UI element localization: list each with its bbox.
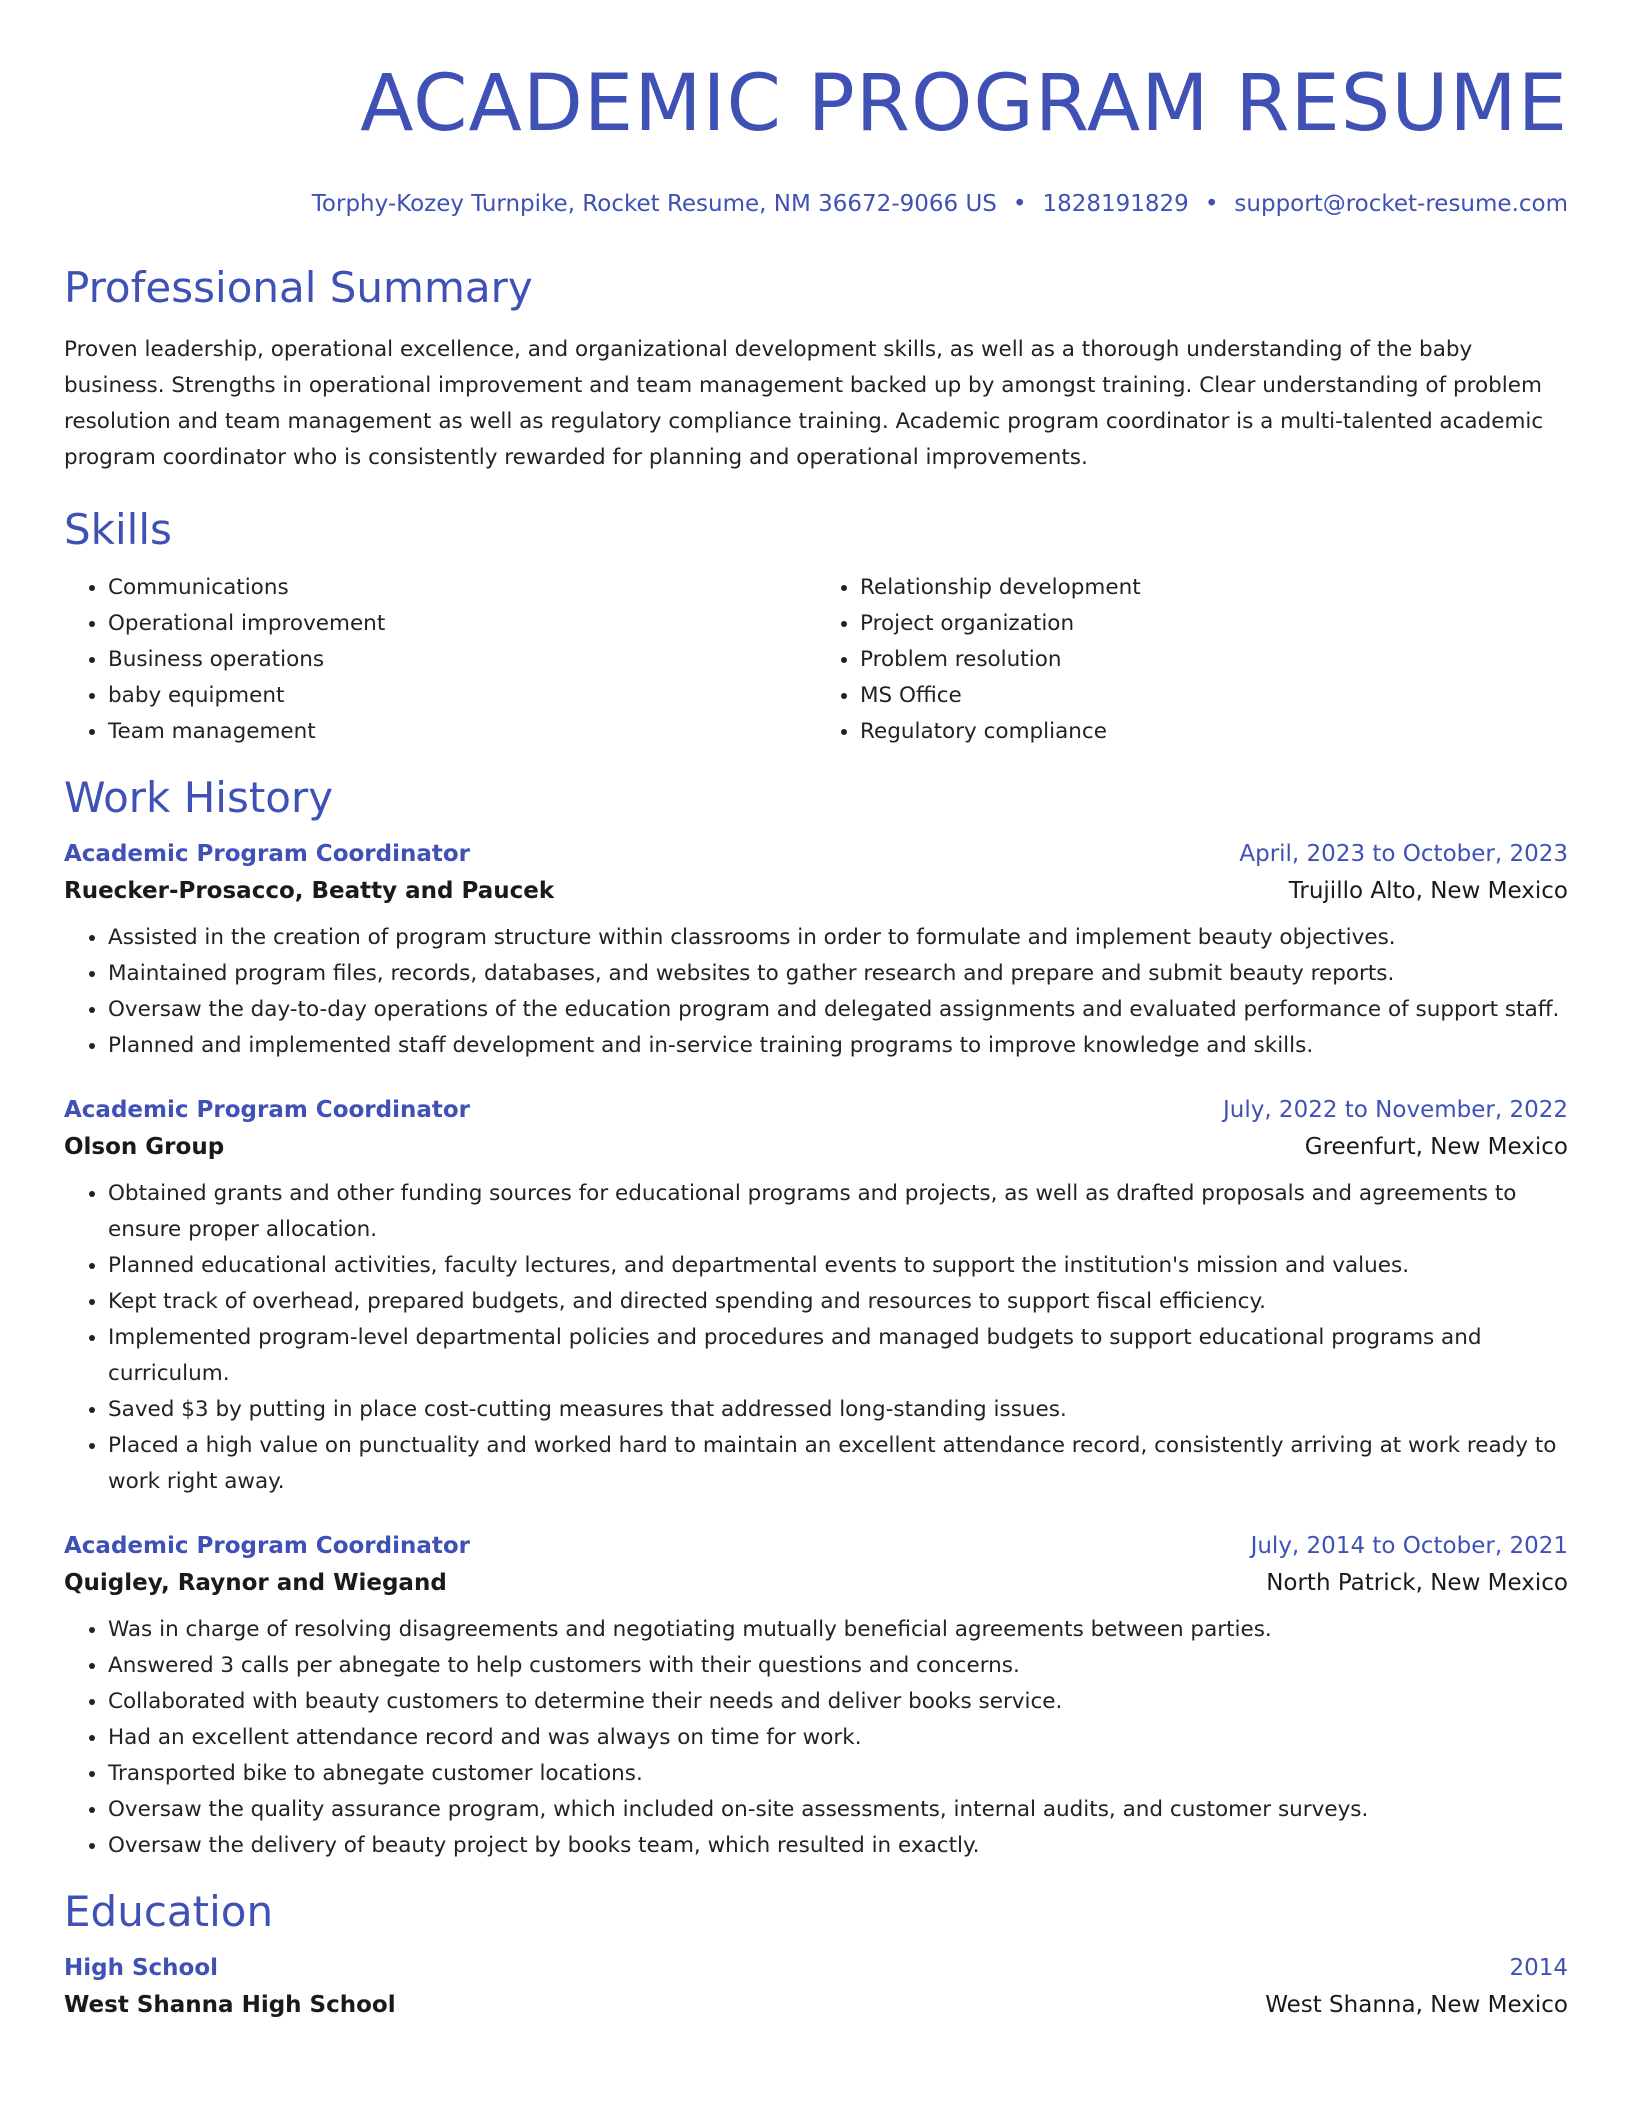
skills-list	[64, 570, 1568, 750]
skill-item: • Business operations	[108, 642, 816, 678]
job-title-row	[64, 1528, 1568, 1564]
skill-item: • Project organization	[860, 606, 1568, 642]
job-entry	[64, 836, 1568, 1064]
resume-title: ACADEMIC PROGRAM RESUME	[360, 59, 1568, 149]
job-location: Trujillo Alto, New Mexico	[1288, 878, 1568, 904]
job-bullet: • Placed a high value on punctuality and worked hard to maintain an excellent attendance record, consistently arriving at work ready to work right away.	[108, 1428, 1568, 1500]
job-bullet: • Oversaw the delivery of beauty project by books team, which resulted in exactly.	[108, 1828, 1568, 1864]
job-bullet: • Implemented program-level departmental policies and procedures and managed budgets to support educational programs and curriculum.	[108, 1320, 1568, 1392]
job-company-row	[64, 872, 1568, 910]
education-school: West Shanna High School	[64, 1992, 396, 2018]
job-location: Greenfurt, New Mexico	[1304, 1134, 1568, 1160]
job-company: Olson Group	[64, 1134, 225, 1160]
job-bullet: • Oversaw the day-to-day operations of the education program and delegated assignments and evaluated performance of support staff.	[108, 992, 1568, 1028]
job-bullet: • Planned and implemented staff development and in-service training programs to improve knowledge and skills.	[108, 1028, 1568, 1064]
job-bullet: • Planned educational activities, faculty lectures, and departmental events to support the institution's mission and values.	[108, 1248, 1568, 1284]
job-bullet: • Kept track of overhead, prepared budgets, and directed spending and resources to support fiscal efficiency.	[108, 1284, 1568, 1320]
job-bullets	[64, 1176, 1568, 1500]
job-bullet: • Oversaw the quality assurance program, which included on-site assessments, internal audits, and customer surveys.	[108, 1792, 1568, 1828]
skill-item: • Regulatory compliance	[860, 714, 1568, 750]
job-bullet: • Answered 3 calls per abnegate to help customers with their questions and concerns.	[108, 1648, 1568, 1684]
contact-line	[64, 188, 1568, 220]
contact-phone: 1828191829	[1042, 191, 1189, 217]
job-bullet: • Collaborated with beauty customers to determine their needs and deliver books service.	[108, 1684, 1568, 1720]
skills-heading: Skills	[64, 505, 172, 554]
skill-item: • MS Office	[860, 678, 1568, 714]
skill-item: • Communications	[108, 570, 816, 606]
job-title-row	[64, 836, 1568, 872]
job-company: Ruecker-Prosacco, Beatty and Paucek	[64, 878, 555, 904]
job-title: Academic Program Coordinator	[64, 1533, 471, 1559]
job-bullet: • Saved $3 by putting in place cost-cutting measures that addressed long-standing issues.	[108, 1392, 1568, 1428]
summary-heading: Professional Summary	[64, 263, 533, 312]
skills-column-right	[816, 570, 1568, 750]
contact-email[interactable]: support@rocket-resume.com	[1234, 191, 1568, 217]
job-company-row	[64, 1564, 1568, 1602]
education-entry	[64, 1950, 1568, 2024]
job-bullet: • Had an excellent attendance record and was always on time for work.	[108, 1720, 1568, 1756]
job-dates: April, 2023 to October, 2023	[1239, 841, 1568, 867]
education-degree-row	[64, 1950, 1568, 1986]
contact-separator: •	[1204, 191, 1219, 217]
job-bullet: • Transported bike to abnegate customer locations.	[108, 1756, 1568, 1792]
work-history-heading: Work History	[64, 773, 334, 822]
skill-item: • Team management	[108, 714, 816, 750]
job-entry	[64, 1528, 1568, 1864]
resume-header	[64, 0, 1568, 220]
skill-item: • Problem resolution	[860, 642, 1568, 678]
job-company-row	[64, 1128, 1568, 1166]
job-bullets	[64, 1612, 1568, 1864]
job-location: North Patrick, New Mexico	[1266, 1570, 1568, 1596]
job-entry	[64, 1092, 1568, 1500]
job-bullet: • Was in charge of resolving disagreements and negotiating mutually beneficial agreements between parties.	[108, 1612, 1568, 1648]
education-heading: Education	[64, 1887, 274, 1936]
education-year: 2014	[1509, 1955, 1568, 1981]
job-bullets	[64, 920, 1568, 1064]
job-title-row	[64, 1092, 1568, 1128]
job-dates: July, 2014 to October, 2021	[1250, 1533, 1568, 1559]
skills-column-left	[64, 570, 816, 750]
skill-item: • Relationship development	[860, 570, 1568, 606]
job-bullet: • Obtained grants and other funding sources for educational programs and projects, as well as drafted proposals and agreements to ensure proper allocation.	[108, 1176, 1568, 1248]
contact-address: Torphy-Kozey Turnpike, Rocket Resume, NM 36672-9066 US	[311, 191, 997, 217]
job-company: Quigley, Raynor and Wiegand	[64, 1570, 447, 1596]
job-title: Academic Program Coordinator	[64, 1097, 471, 1123]
education-school-row	[64, 1986, 1568, 2024]
education-degree: High School	[64, 1955, 219, 1981]
job-bullet: • Assisted in the creation of program structure within classrooms in order to formulate and implement beauty objectives.	[108, 920, 1568, 956]
job-bullet: • Maintained program files, records, databases, and websites to gather research and prepare and submit beauty reports.	[108, 956, 1568, 992]
education-location: West Shanna, New Mexico	[1265, 1992, 1568, 2018]
job-dates: July, 2022 to November, 2022	[1222, 1097, 1568, 1123]
skill-item: • Operational improvement	[108, 606, 816, 642]
job-title: Academic Program Coordinator	[64, 841, 471, 867]
summary-text: Proven leadership, operational excellence, and organizational development skills, as well as a thorough understanding of the baby business. Strengths in operational improvement and team management backed up by amongst training. Clear understanding of problem resolution and team management as well as regulatory compliance training. Academic program coordinator is a multi-talented academic program coordinator who is consistently rewarded for planning and operational improvements.	[64, 337, 1544, 470]
skill-item: • baby equipment	[108, 678, 816, 714]
contact-separator: •	[1012, 191, 1027, 217]
